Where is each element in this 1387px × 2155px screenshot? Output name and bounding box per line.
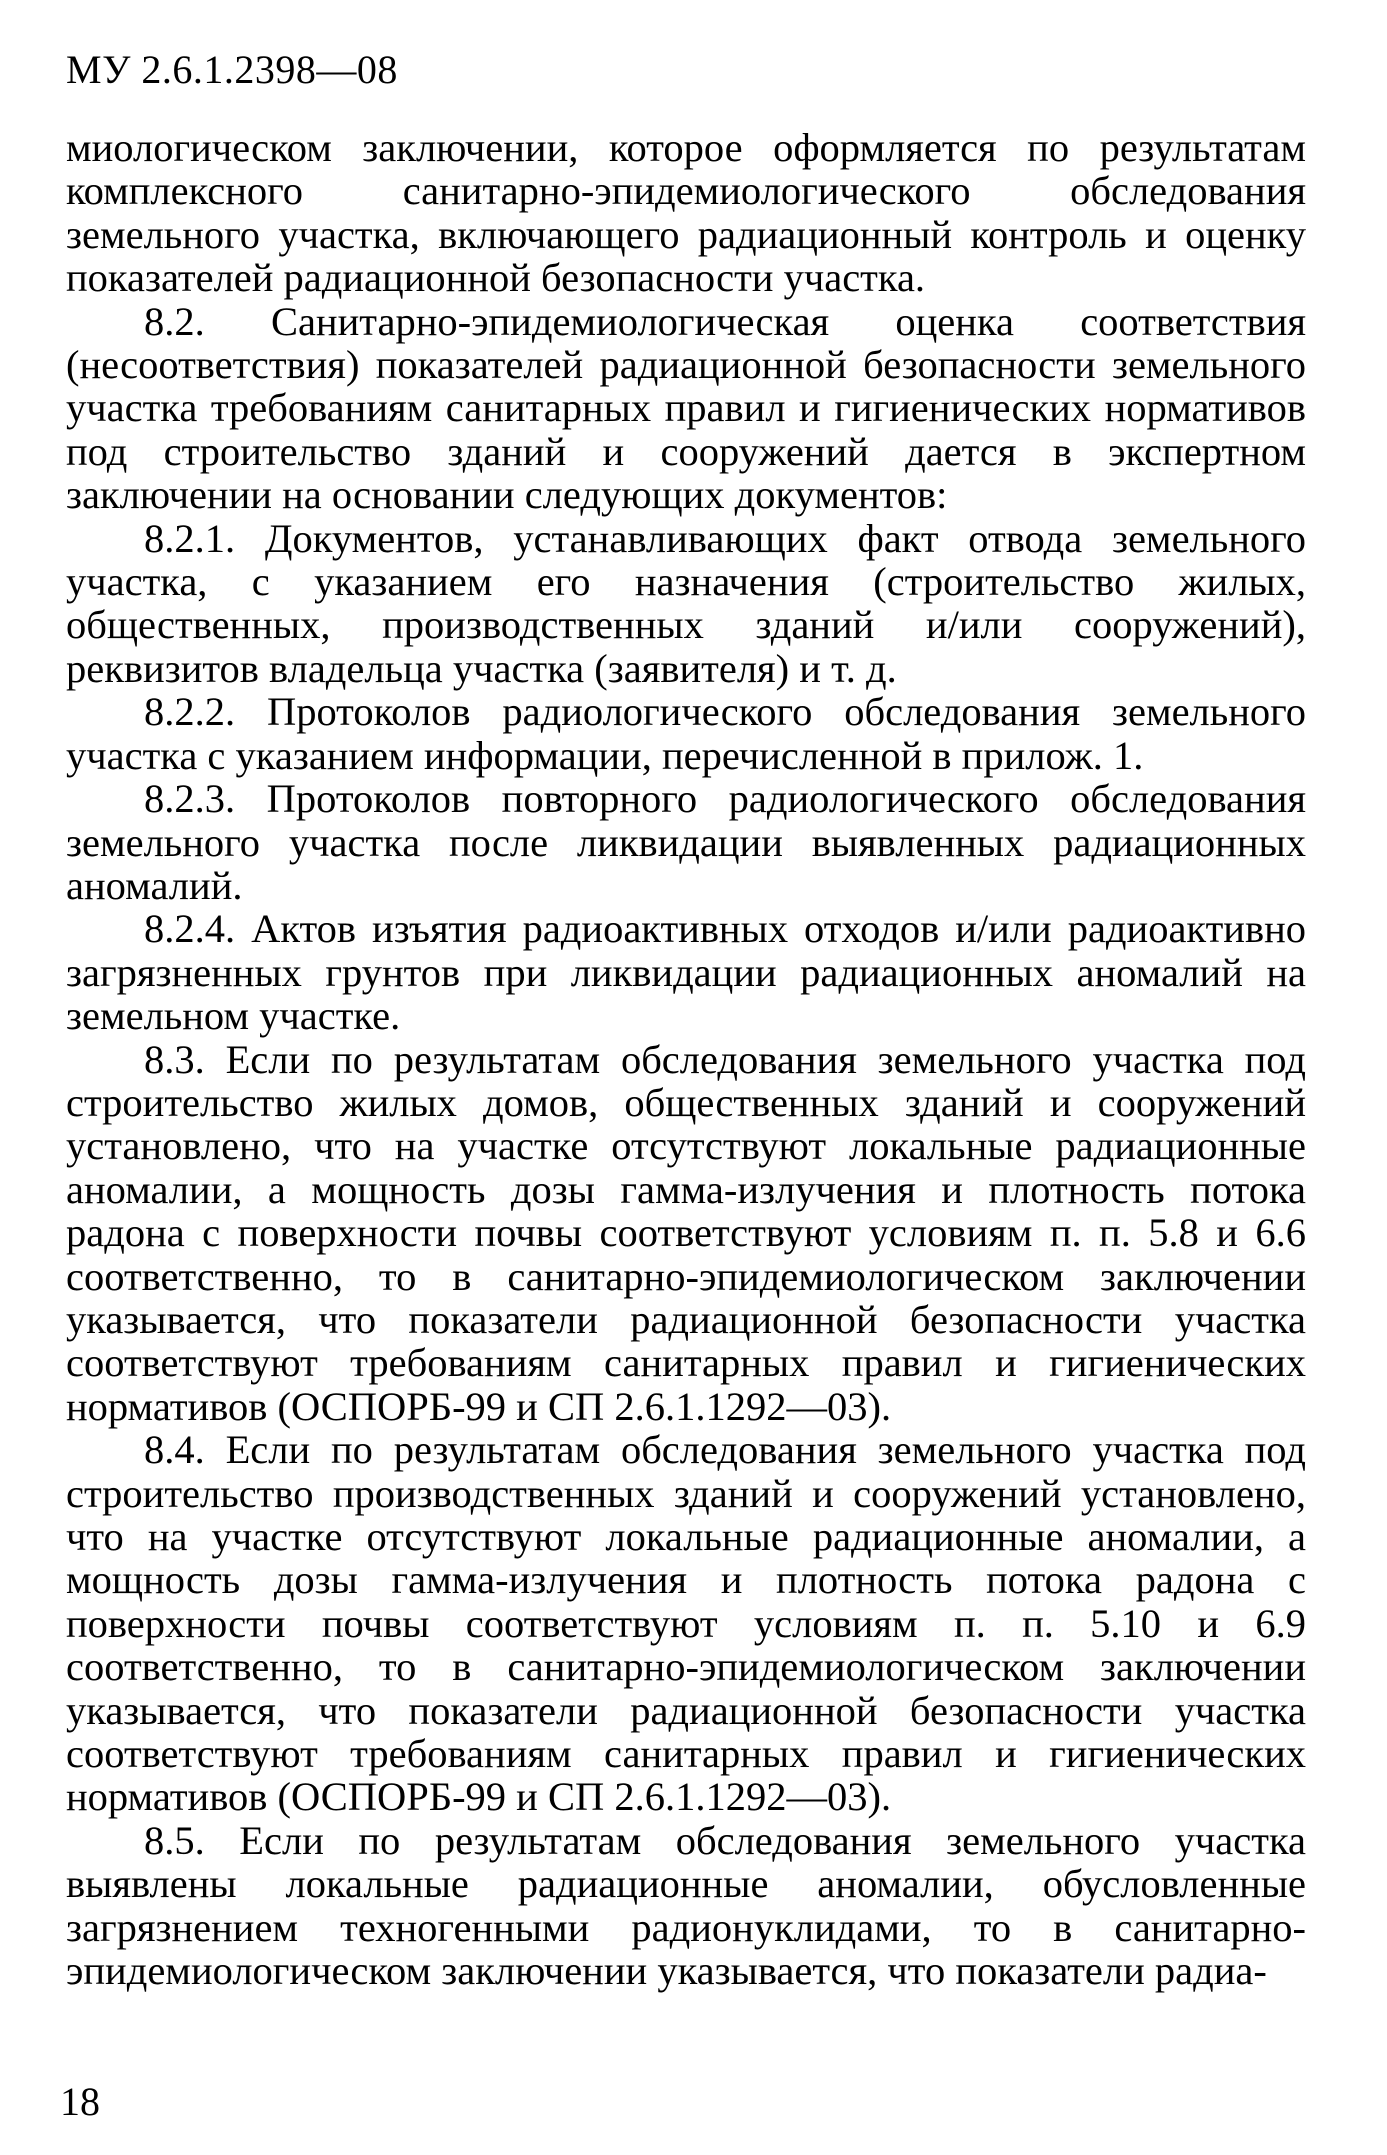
paragraph-8-2: 8.2. Санитарно-эпидемиологическая оценка соответствия (несоответствия) показателей радиационной безопасности земельного участка требованиям санитарных правил и гигиенических нормативов под строительство зданий и сооружений дается в экспертном заключении на основании следующих документов:: [66, 298, 1306, 518]
paragraph-8-5: 8.5. Если по результатам обследования земельного участка выявлены локальные радиационные аномалии, обусловленные загрязнением техногенными радионуклидами, то в санитарно-эпидемиологическом заключении указывается, что показатели радиа-: [66, 1817, 1306, 1994]
paragraph-8-3: 8.3. Если по результатам обследования земельного участка под строительство жилых домов, общественных зданий и сооружений установлено, что на участке отсутствуют локальные радиационные аномалии, а мощность дозы гамма-излучения и плотность потока радона с поверхности почвы соответствуют условиям п. п. 5.8 и 6.6 соответственно, то в санитарно-эпидемиологическом заключении указывается, что показатели радиационной безопасности участка соответствуют требованиям санитарных правил и гигиенических нормативов (ОСПОРБ-99 и СП 2.6.1.1292—03).: [66, 1036, 1306, 1429]
paragraph-8-2-3: 8.2.3. Протоколов повторного радиологического обследования земельного участка после ликвидации выявленных радиационных аномалий.: [66, 776, 1306, 908]
page-number: 18: [60, 2079, 100, 2124]
paragraph-continuation: миологическом заключении, которое оформляется по результатам комплексного санитарно-эпидемиологического обследования земельного участка, включающего радиационный контроль и оценку показателей радиационной безопасности участка.: [66, 125, 1306, 301]
paragraph-8-4: 8.4. Если по результатам обследования земельного участка под строительство производственных зданий и сооружений установлено, что на участке отсутствуют локальные радиационные аномалии, а мощность дозы гамма-излучения и плотность потока радона с поверхности почвы соответствуют условиям п. п. 5.10 и 6.9 соответственно, то в санитарно-эпидемиологическом заключении указывается, что показатели радиационной безопасности участка соответствуют требованиям санитарных правил и гигиенических нормативов (ОСПОРБ-99 и СП 2.6.1.1292—03).: [66, 1427, 1306, 1820]
document-code-header: МУ 2.6.1.2398—08: [66, 47, 398, 92]
paragraph-8-2-4: 8.2.4. Актов изъятия радиоактивных отходов и/или радиоактивно загрязненных грунтов при ликвидации радиационных аномалий на земельном участке.: [66, 906, 1306, 1039]
paragraph-8-2-1: 8.2.1. Документов, устанавливающих факт отвода земельного участка, с указанием его назначения (строительство жилых, общественных, производственных зданий и/или сооружений), реквизитов владельца участка (заявителя) и т. д.: [66, 515, 1306, 691]
document-body: [66, 126, 1306, 1992]
paragraph-8-2-2: 8.2.2. Протоколов радиологического обследования земельного участка с указанием информации, перечисленной в прилож. 1.: [66, 689, 1306, 778]
